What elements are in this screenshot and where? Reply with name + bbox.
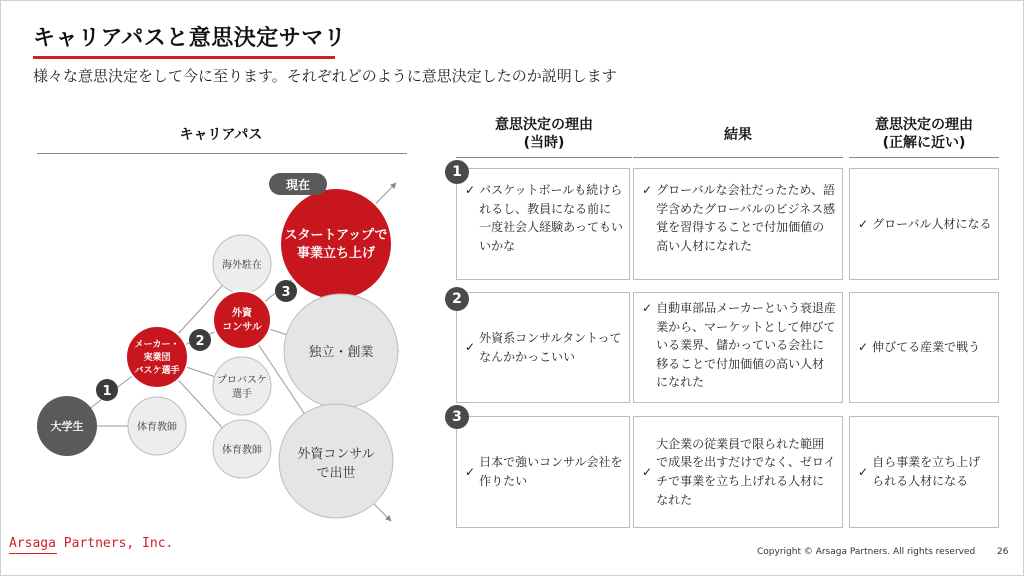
node-overseas: [213, 235, 271, 293]
row1-number: 1: [445, 160, 469, 184]
node-pe-teacher-1: [128, 397, 186, 455]
row3-result: ✓ 大企業の従業員で限られた範囲で成果を出すだけでなく、ゼロイチで事業を立ち上げれる人材になれた: [633, 416, 843, 528]
slide-subtitle: 様々な意思決定をして今に至ります。それぞれどのように意思決定したのか説明します: [33, 67, 617, 85]
header-divider-1: [456, 157, 632, 158]
brand-name: Arsaga Partners, Inc.: [9, 536, 174, 551]
slide-title: キャリアパスと意思決定サマリ: [33, 26, 347, 51]
check-icon: ✓: [465, 340, 476, 355]
node-maker: [126, 326, 188, 388]
check-icon: ✓: [642, 464, 653, 479]
check-icon: ✓: [858, 216, 869, 231]
node-promotion: [279, 404, 393, 518]
check-icon: ✓: [465, 183, 476, 197]
career-path-diagram: [21, 161, 421, 561]
svg-text:3: 3: [281, 285, 291, 300]
svg-text:バスケ選手: バスケ選手: [134, 366, 180, 376]
svg-text:選手: 選手: [232, 389, 252, 400]
check-icon: ✓: [642, 183, 653, 197]
node-pro-basket: [213, 357, 271, 415]
svg-text:スタートアップで: スタートアップで: [284, 228, 388, 243]
page-number: 26: [997, 547, 1009, 557]
node-consul: [213, 291, 271, 349]
career-path-divider: [37, 153, 407, 154]
header-result: 結果: [724, 127, 752, 143]
header-reason-correct: 意思決定の理由 (正解に近い): [875, 117, 973, 152]
svg-text:外資コンサル: 外資コンサル: [297, 447, 375, 462]
svg-text:メーカー・: メーカー・: [134, 340, 180, 350]
title-underline: [33, 56, 335, 59]
svg-text:体育教師: 体育教師: [137, 422, 177, 433]
row3-reason-then: ✓ 日本で強いコンサル会社を作りたい: [456, 416, 630, 528]
svg-text:実業団: 実業団: [143, 353, 171, 363]
svg-text:独立・創業: 独立・創業: [308, 345, 374, 360]
header-divider-3: [849, 157, 999, 158]
row3-reason-correct: ✓ 自ら事業を立ち上げられる人材になる: [849, 416, 999, 528]
check-icon: ✓: [465, 464, 476, 479]
svg-text:事業立ち上げ: 事業立ち上げ: [296, 246, 376, 261]
check-icon: ✓: [858, 340, 869, 355]
row2-reason-then: ✓ 外資系コンサルタントってなんかかっこいい: [456, 292, 630, 403]
check-icon: ✓: [858, 464, 869, 479]
node-independent: [284, 294, 398, 408]
node-pe-teacher-2: [213, 420, 271, 478]
row2-result: ✓ 自動車部品メーカーという衰退産業から、マーケットとして伸びている業界、儲かっている会社に移ることで付加価値の高い人材になれた: [633, 292, 843, 403]
svg-text:で出世: で出世: [316, 466, 356, 481]
row2-number: 2: [445, 287, 469, 311]
row1-reason-correct: ✓ グローバル人材になる: [849, 168, 999, 280]
step-marker-1: [96, 379, 118, 401]
header-divider-2: [633, 157, 843, 158]
node-startup: [280, 188, 392, 300]
svg-text:プロバスケ: プロバスケ: [217, 375, 267, 386]
row1-reason-then: ✓ バスケットボールも続けられるし、教員になる前に一度社会人経験あってもいいかな: [456, 168, 630, 280]
row2-reason-correct: ✓ 伸びてる産業で戦う: [849, 292, 999, 403]
row1-result: ✓ グローバルな会社だったため、語学含めたグローバルのビジネス感覚を習得することで付加価値の高い人材になれた: [633, 168, 843, 280]
svg-text:2: 2: [195, 334, 205, 349]
svg-text:外資: 外資: [232, 308, 252, 319]
row3-number: 3: [445, 405, 469, 429]
copyright: Copyright © Arsaga Partners. All rights reserved: [757, 547, 976, 557]
career-path-heading: キャリアパス: [179, 127, 263, 143]
header-reason-then: 意思決定の理由 (当時): [495, 117, 593, 152]
step-marker-3: [275, 280, 297, 302]
svg-text:1: 1: [102, 384, 112, 399]
step-marker-2: [189, 329, 211, 351]
svg-text:コンサル: コンサル: [222, 322, 262, 333]
node-university: [37, 396, 97, 456]
svg-text:現在: 現在: [285, 178, 311, 192]
current-badge: [269, 173, 327, 195]
brand-underline: [9, 553, 57, 554]
check-icon: ✓: [642, 301, 653, 315]
svg-text:海外駐在: 海外駐在: [222, 260, 262, 271]
svg-text:大学生: 大学生: [50, 420, 84, 433]
svg-text:体育教師: 体育教師: [222, 445, 262, 456]
